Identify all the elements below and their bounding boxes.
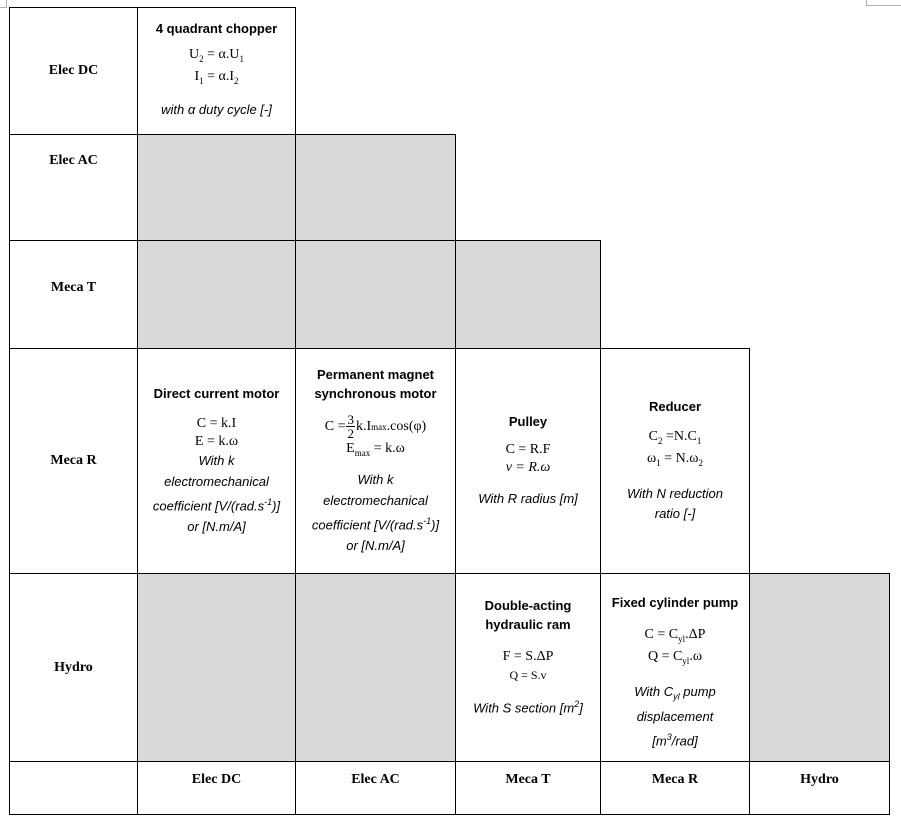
- row-header-label: Meca R: [50, 453, 97, 468]
- column-header-label: Elec DC: [191, 772, 242, 787]
- row-header-elec-dc: [9, 7, 138, 135]
- pulley-note: With R radius [m]: [478, 491, 578, 507]
- reducer-equation-torque: $C_2 =N.C_1$: [648, 429, 702, 446]
- row-header-label: Meca T: [50, 280, 97, 295]
- row-header-label: Elec DC: [48, 63, 99, 78]
- empty-cell-mecat-elecac: [295, 240, 456, 349]
- empty-cell-hydro-elecac: [295, 573, 456, 762]
- reducer-note: With N reduction ratio [-]: [627, 485, 723, 522]
- dc-motor-equation-emf: E = k.ω: [194, 434, 239, 450]
- chopper-equation-current: $I_1 = \alpha.I_2$: [194, 68, 239, 86]
- page-corner-mark-left: [0, 0, 7, 8]
- cell-chopper: [137, 7, 296, 135]
- column-header-label: Hydro: [800, 772, 839, 787]
- column-header-elec-ac: [295, 761, 456, 815]
- pump-equation-torque: $C = C_{yl}.\Delta P$: [644, 627, 706, 644]
- reducer-equation-speed: $\omega_1 = N.\omega_2$: [647, 451, 703, 468]
- empty-cell-elecac-elecdc: [137, 134, 296, 241]
- pump-note: With $C_{yl}$ pump displacement $[m^3/rad]$: [634, 683, 716, 749]
- column-header-hydro: [749, 761, 890, 815]
- cell-pmsm: [295, 348, 456, 574]
- column-header-meca-r: [600, 761, 750, 815]
- page-corner-mark-right: [866, 0, 901, 6]
- row-header-label: Hydro: [54, 659, 93, 675]
- column-header-label: Elec AC: [351, 772, 400, 787]
- column-header-label: Meca T: [505, 772, 551, 787]
- ram-note: With S section $[m^2]$: [473, 699, 583, 716]
- column-header-label: Meca R: [651, 772, 699, 787]
- empty-cell-hydro-elecdc: [137, 573, 296, 762]
- ram-equation-force: F = S.ΔP: [502, 649, 554, 664]
- cell-cylinder-pump: [600, 573, 750, 762]
- row-header-hydro: [9, 573, 138, 762]
- empty-corner-cell: [9, 761, 138, 815]
- pmsm-fraction: $\frac{3}{2}$: [347, 412, 354, 442]
- pulley-equation-speed: v = R.ω: [505, 460, 551, 476]
- ram-title: Double-acting hydraulic ram: [484, 598, 572, 632]
- row-header-elec-ac: [9, 134, 138, 241]
- empty-cell-mecat-elecdc: [137, 240, 296, 349]
- empty-cell-mecat-mecat: [455, 240, 601, 349]
- column-header-elec-dc: [137, 761, 296, 815]
- cell-pulley: [455, 348, 601, 574]
- empty-cell-elecac-elecac: [295, 134, 456, 241]
- pmsm-equation-emf: $E_{max} = k.\omega$: [346, 441, 405, 459]
- chopper-equation-voltage: $U_2 = \alpha.U_1$: [189, 47, 244, 64]
- cell-hydraulic-ram: [455, 573, 601, 762]
- pmsm-equation-torque: C = $\frac{3}{2}$ k.I max .cos(φ): [324, 412, 427, 442]
- dc-motor-note: With k electromechanical coefficient $[V/(rad.s^{-1})]$ or [N.m/A]: [152, 453, 281, 535]
- chopper-note: with α duty cycle [-]: [161, 101, 272, 117]
- pump-title: Fixed cylinder pump: [611, 595, 739, 610]
- dc-motor-title: Direct current motor: [153, 386, 280, 402]
- pmsm-title: Permanent magnet synchronous motor: [314, 367, 437, 402]
- pulley-title: Pulley: [508, 414, 548, 430]
- reducer-title: Reducer: [648, 399, 702, 415]
- cell-reducer: [600, 348, 750, 574]
- cell-dc-motor: [137, 348, 296, 574]
- dc-motor-equation-torque: C = k.I: [196, 416, 237, 432]
- chopper-title: 4 quadrant chopper: [155, 21, 278, 36]
- row-header-label: Elec AC: [49, 153, 98, 168]
- row-header-meca-r: [9, 348, 138, 574]
- empty-cell-hydro-hydro: [749, 573, 890, 762]
- ram-equation-flow: Q = S.v: [509, 668, 547, 682]
- pmsm-note: With k electromechanical coefficient $[V/(rad.s^{-1})]$ or [N.m/A]: [311, 472, 440, 554]
- pump-equation-flow: $Q = C_{yl}.\omega$: [647, 648, 703, 666]
- row-header-meca-t: [9, 240, 138, 349]
- column-header-meca-t: [455, 761, 601, 815]
- pulley-equation-torque: C = R.F: [505, 442, 551, 458]
